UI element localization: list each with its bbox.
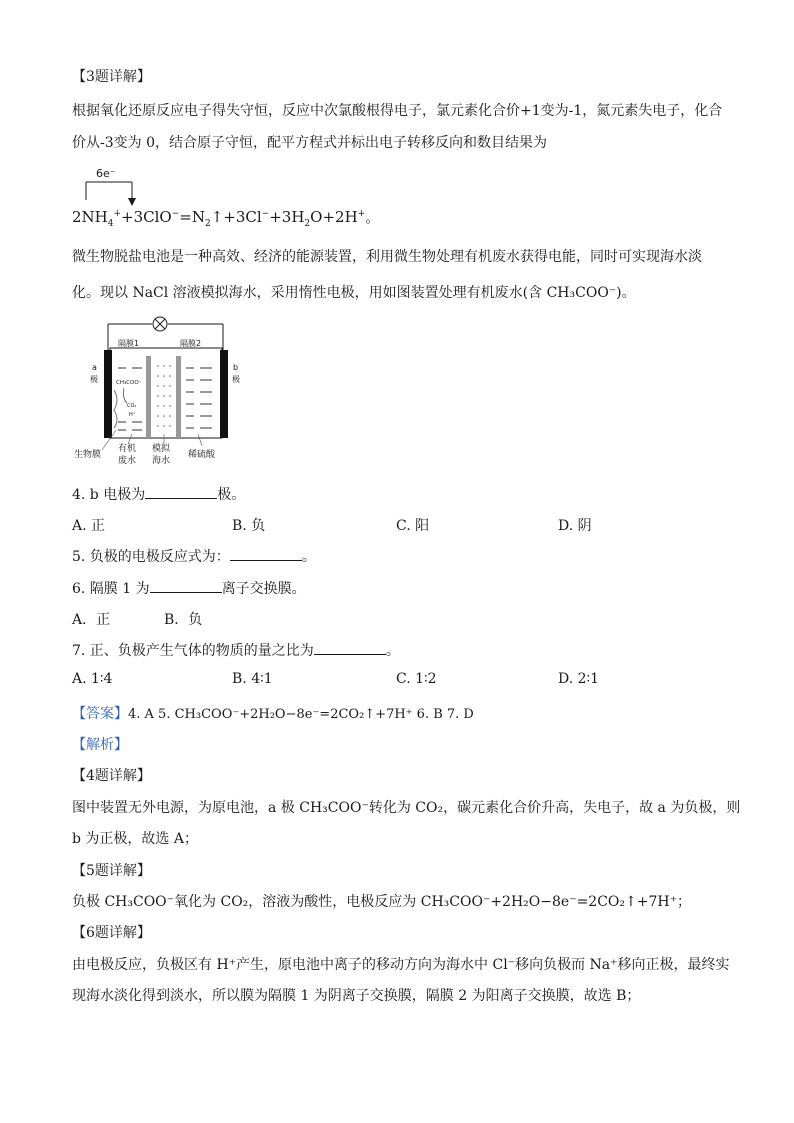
intro-paragraph-line-2: 化。现以 NaCl 溶液模拟海水，采用惰性电极，用如图装置处理有机废水(含 CH₃COO⁻)。 bbox=[72, 285, 636, 301]
svg-text:有机: 有机 bbox=[118, 444, 137, 454]
section-4-paragraph-line-1: 图中装置无外电源，为原电池，a 极 CH₃COO⁻转化为 CO₂，碳元素化合价升高，失电子，故 a 为负极，则 bbox=[72, 800, 741, 816]
svg-text:隔膜2: 隔膜2 bbox=[180, 339, 202, 348]
svg-text:CO₂: CO₂ bbox=[127, 403, 137, 409]
q4-option-b[interactable]: B. 负 bbox=[232, 518, 266, 534]
section-3-paragraph-line-2: 价从-3变为 0，结合原子守恒，配平方程式并标出电子转移反向和数目结果为 bbox=[72, 135, 547, 151]
svg-text:a: a bbox=[92, 363, 97, 372]
electrode-b bbox=[220, 350, 228, 438]
svg-text:极: 极 bbox=[90, 375, 98, 384]
answer-blank[interactable] bbox=[145, 484, 217, 499]
svg-text:海水: 海水 bbox=[152, 456, 171, 466]
svg-text:CH₃COO⁻: CH₃COO⁻ bbox=[116, 380, 142, 386]
q4-option-c[interactable]: C. 阳 bbox=[396, 518, 430, 534]
section-5-paragraph: 负极 CH₃COO⁻氧化为 CO₂，溶液为酸性，电极反应为 CH₃COO⁻+2H₂O−8e⁻=2CO₂↑+7H⁺； bbox=[72, 894, 691, 910]
analysis-label: 【解析】 bbox=[72, 737, 128, 753]
electron-transfer-bracket bbox=[72, 164, 212, 210]
question-5-stem: 5. 负极的电极反应式为： 。 bbox=[72, 546, 316, 566]
q7-option-a[interactable]: A. 1∶4 bbox=[72, 671, 113, 687]
question-6-stem: 6. 隔膜 1 为 离子交换膜。 bbox=[72, 578, 306, 598]
intro-paragraph-line-1: 微生物脱盐电池是一种高效、经济的能源装置，利用微生物处理有机废水获得电能，同时可实现海水淡 bbox=[72, 249, 702, 265]
svg-text:极: 极 bbox=[232, 375, 240, 384]
lamp-icon bbox=[153, 317, 167, 331]
section-4-heading: 【4题详解】 bbox=[72, 768, 151, 784]
electron-count-label: 6e⁻ bbox=[96, 167, 116, 180]
membrane-1 bbox=[146, 356, 151, 438]
question-4-stem: 4. b 电极为 极。 bbox=[72, 484, 245, 504]
svg-text:废水: 废水 bbox=[118, 456, 137, 466]
section-3-heading: 【3题详解】 bbox=[72, 69, 151, 85]
section-5-heading: 【5题详解】 bbox=[72, 863, 151, 879]
answer-text: 4. A 5. CH₃COO⁻+2H₂O−8e⁻=2CO₂↑+7H⁺ 6. B 7. D bbox=[128, 707, 474, 722]
svg-text:稀硫酸: 稀硫酸 bbox=[188, 450, 216, 460]
desalination-cell-diagram bbox=[74, 310, 250, 470]
membrane-2 bbox=[176, 356, 181, 438]
section-6-heading: 【6题详解】 bbox=[72, 925, 151, 941]
q6-option-a[interactable]: A．正 bbox=[72, 612, 111, 628]
redox-equation: $2NH_4^++3ClO^-=N_2↑+3Cl^-+3H_2O+2H^+$。 bbox=[72, 208, 381, 229]
answer-label: 【答案】 bbox=[72, 706, 128, 722]
q4-option-d[interactable]: D. 阴 bbox=[558, 518, 592, 534]
answer-line bbox=[72, 703, 474, 723]
q7-option-d[interactable]: D. 2∶1 bbox=[558, 671, 600, 687]
answer-blank[interactable] bbox=[230, 546, 302, 561]
q4-option-a[interactable]: A. 正 bbox=[72, 518, 106, 534]
answer-blank[interactable] bbox=[314, 640, 386, 655]
svg-text:隔膜1: 隔膜1 bbox=[118, 339, 140, 348]
section-6-paragraph-line-1: 由电极反应，负极区有 H⁺产生，原电池中离子的移动方向为海水中 Cl⁻移向负极而 Na⁺移向正极，最终实 bbox=[72, 957, 730, 973]
q7-option-c[interactable]: C. 1∶2 bbox=[396, 671, 437, 687]
question-7-stem: 7. 正、负极产生气体的物质的量之比为 。 bbox=[72, 640, 400, 660]
electrode-a bbox=[104, 350, 112, 438]
section-6-paragraph-line-2: 现海水淡化得到淡水，所以膜为隔膜 1 为阴离子交换膜，隔膜 2 为阳离子交换膜，故选 B； bbox=[72, 988, 641, 1004]
section-3-paragraph-line-1: 根据氧化还原反应电子得失守恒，反应中次氯酸根得电子，氯元素化合价+1变为-1，氮元素失电子，化合 bbox=[72, 103, 723, 119]
svg-text:H⁺: H⁺ bbox=[129, 412, 136, 418]
q7-option-b[interactable]: B. 4∶1 bbox=[232, 671, 273, 687]
svg-text:生物膜: 生物膜 bbox=[74, 450, 102, 460]
section-4-paragraph-line-2: b 为正极，故选 A； bbox=[72, 831, 198, 847]
q6-option-b[interactable]: B．负 bbox=[164, 612, 203, 628]
answer-blank[interactable] bbox=[150, 578, 222, 593]
svg-text:模拟: 模拟 bbox=[152, 444, 171, 454]
svg-text:b: b bbox=[233, 363, 239, 372]
